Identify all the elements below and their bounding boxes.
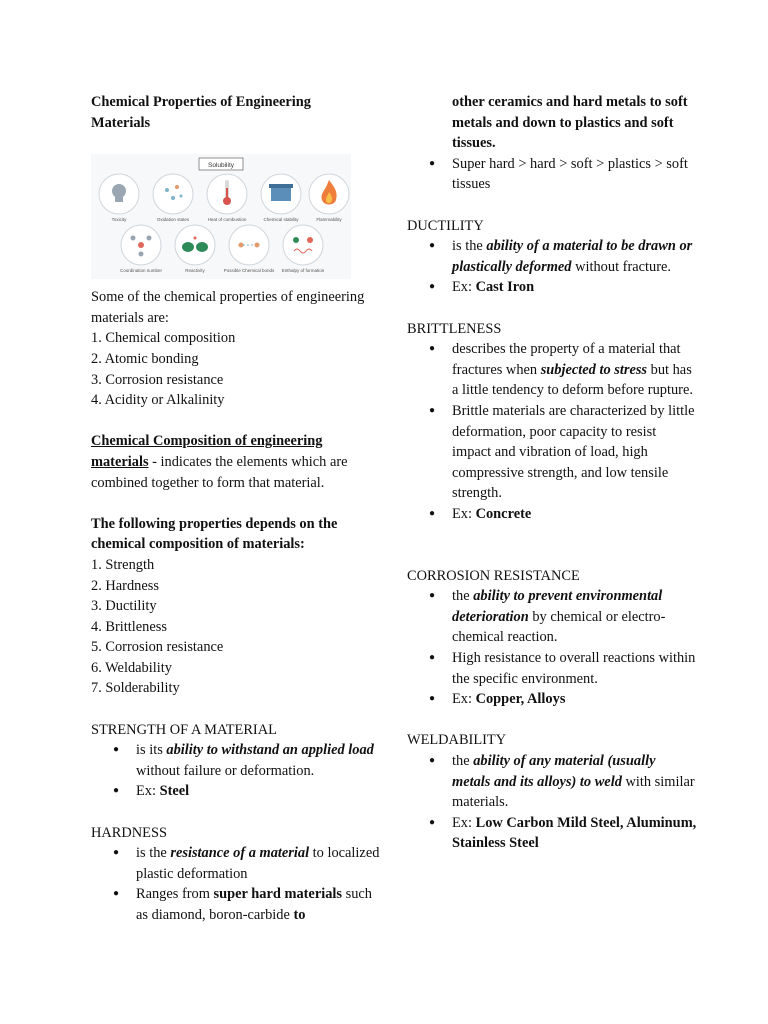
depends-list-item: 6. Weldability <box>91 659 172 676</box>
composition-paragraph <box>91 431 381 493</box>
bullet-item: ● Brittle materials are characterized by little deformation, poor capacity to resist impact and vibration of load, high compressive strength, and low tensile strength. <box>407 401 697 504</box>
corrosion-bullets <box>407 586 697 710</box>
chemical-properties-figure <box>91 154 351 279</box>
strength-heading: STRENGTH OF A MATERIAL <box>91 721 277 738</box>
page-title-line-1: Chemical Properties of Engineering <box>91 94 311 110</box>
brittleness-heading: BRITTLENESS <box>407 320 502 337</box>
figure-label-toxicity: Toxicity <box>111 217 127 223</box>
bullet-item: ● describes the property of a material that fractures when subjected to stress but has a little tendency to deform before rupture. <box>407 339 697 401</box>
depends-heading: The following properties depends on the chemical composition of materials: <box>91 515 338 553</box>
bullet-item: ● Super hard > hard > soft > plastics > soft tissues <box>407 154 697 195</box>
figure-label-flammability: Flammability <box>316 217 342 223</box>
figure-label-reactivity: Reactivity <box>185 268 205 274</box>
depends-list-item: 7. Solderability <box>91 680 180 697</box>
brittleness-bullets <box>407 339 697 524</box>
intro-list-item: 4. Acidity or Alkalinity <box>91 392 225 409</box>
corrosion-heading: CORROSION RESISTANCE <box>407 567 580 584</box>
strength-bullets <box>91 740 381 802</box>
figure-label-heat: Heat of combustion <box>207 217 247 223</box>
depends-list-item: 5. Corrosion resistance <box>91 639 224 656</box>
intro-text: Some of the chemical properties of engineering materials are: <box>91 289 365 326</box>
intro-list-item: 3. Corrosion resistance <box>91 371 224 388</box>
bullet-item: ● is the ability of a material to be drawn or plastically deformed without fracture. <box>407 236 697 277</box>
bullet-item: ● Ex: Copper, Alloys <box>407 689 697 710</box>
bullet-item: ● is the resistance of a material to localized plastic deformation <box>91 843 381 884</box>
figure-label-coordination: Coordination number <box>119 268 163 274</box>
figure-label-bonds: Possible Chemical bonds <box>223 268 275 274</box>
intro-list-item: 1. Chemical composition <box>91 330 236 347</box>
ductility-heading: DUCTILITY <box>407 217 484 234</box>
bullet-item: ● Ex: Cast Iron <box>407 277 697 298</box>
reactivity-icon <box>175 225 215 265</box>
bullet-item: ● Ex: Steel <box>91 781 381 802</box>
hardness-heading: HARDNESS <box>91 824 167 841</box>
depends-list-item: 1. Strength <box>91 556 155 573</box>
page-title <box>91 92 381 133</box>
figure-label-stability: Chemical stability <box>263 217 299 223</box>
bullet-item: ● Ranges from super hard materials such as diamond, boron-carbide to <box>91 884 381 925</box>
figure-header-label: Solubility <box>207 162 235 170</box>
ductility-bullets <box>407 236 697 298</box>
right-column <box>407 92 697 854</box>
bullet-item: ● Ex: Low Carbon Mild Steel, Aluminum, Stainless Steel <box>407 813 697 854</box>
bullet-item: ● High resistance to overall reactions within the specific environment. <box>407 648 697 689</box>
hardness-bullets <box>91 843 381 925</box>
weldability-bullets <box>407 751 697 854</box>
intro-list-item: 2. Atomic bonding <box>91 350 199 367</box>
page-title-line-2: Materials <box>91 114 151 131</box>
bullet-item: ● the ability to prevent environmental deterioration by chemical or electro-chemical reaction. <box>407 586 697 648</box>
figure-label-enthalpy: Enthalpy of formation <box>281 268 325 274</box>
depends-list-item: 4. Brittleness <box>91 618 167 635</box>
enthalpy-icon <box>283 225 323 265</box>
depends-list-item: 3. Ductility <box>91 598 157 615</box>
bullet-item: ● Ex: Concrete <box>407 504 697 525</box>
hardness-continuation: other ceramics and hard metals to soft metals and down to plastics and soft tissues. <box>452 94 688 152</box>
hardness-bullets-cont <box>407 154 697 195</box>
bullet-item: ● the ability of any material (usually metals and its alloys) to weld with similar materials. <box>407 751 697 813</box>
weldability-heading: WELDABILITY <box>407 732 507 749</box>
figure-label-oxidation: Oxidation states <box>156 217 190 223</box>
left-column <box>91 92 381 926</box>
composition-term: Chemical Composition of engineering materials <box>91 433 323 470</box>
composition-definition: - indicates the elements which are combined together to form that material. <box>91 453 348 491</box>
oxidation-states-icon <box>153 174 193 214</box>
depends-list-item: 2. Hardness <box>91 577 159 594</box>
bullet-item: ● is its ability to withstand an applied load without failure or deformation. <box>91 740 381 781</box>
chemical-properties-diagram <box>91 154 351 279</box>
